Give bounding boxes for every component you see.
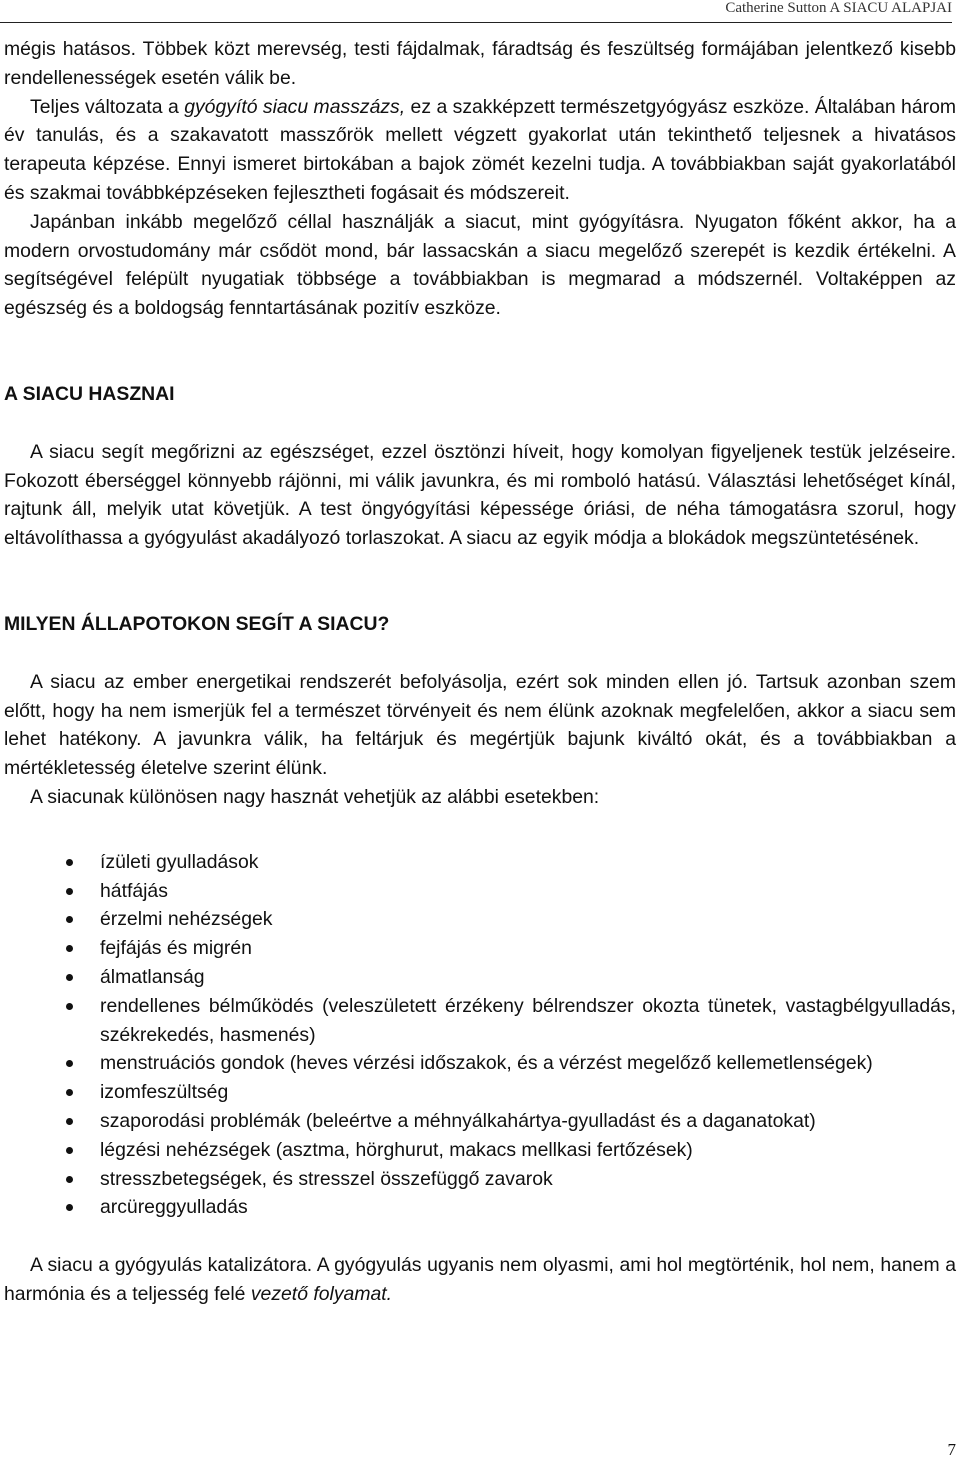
section-heading-conditions: MILYEN ÁLLAPOTOKON SEGÍT A SIACU?: [4, 612, 390, 635]
conditions-list: [4, 848, 956, 1222]
intro-paragraph-1: mégis hatásos. Többek közt merevség, testi fájdalmak, fáradtság és feszültség formájában jelentkező kisebb rendellenességek esetén válik be.: [4, 38, 956, 89]
conditions-paragraph-1: A siacu az ember energetikai rendszerét befolyásolja, ezért sok minden ellen jó. Tartsuk azonban szem előtt, hogy ha nem ismerjük fel a természet törvényeit és nem élünk azoknak megfelelően, akkor a siacu sem lehet hatékony. A javunkra válik, ha feltárjuk és megértjük bajunk kiváltó okát, és a továbbiakban a mértékletesség életelve szerint élünk.: [4, 670, 956, 780]
spacer: [4, 639, 956, 668]
running-header: [0, 0, 952, 23]
spacer: [4, 323, 956, 380]
spacer: [4, 409, 956, 438]
list-item: ízületi gyulladások: [100, 848, 956, 877]
intro-p2-start: Teljes változata a: [30, 95, 185, 118]
list-item: stresszbetegségek, és stresszel összefüggő zavarok: [100, 1165, 956, 1194]
list-item: érzelmi nehézségek: [100, 905, 956, 934]
conditions-paragraph-2: A siacunak különösen nagy hasznát vehetjük az alábbi esetekben:: [30, 785, 600, 808]
page-number: 7: [947, 1440, 956, 1459]
spacer: [4, 812, 956, 848]
page-body: [4, 35, 956, 1309]
closing-text: A siacu a gyógyulás katalizátora. A gyógyulás ugyanis nem olyasmi, ami hol megtörténik, hol nem, hanem a harmónia és a teljesség felé: [4, 1254, 956, 1305]
intro-p2-rest: ez a szakképzett természetgyógyász eszköze. Általában három év tanulás, és a szakavatott masszőrök mellett végzett gyakorlat után tekinthető teljesnek a hivatásos terapeuta képzése. Ennyi ismeret birtokában a bajok zömét kezelni tudja. A továbbiakban saját gyakorlatából és szakmai továbbképzéseken fejlesztheti fogásait és módszereit.: [4, 95, 957, 204]
running-title: Catherine Sutton A SIACU ALAPJAI: [725, 0, 952, 16]
list-item: szaporodási problémák (beleértve a méhnyálkahártya-gyulladást és a daganatokat): [100, 1107, 956, 1136]
list-item: izomfeszültség: [100, 1078, 956, 1107]
intro-p2-emphasis: gyógyító siacu masszázs,: [184, 95, 406, 118]
intro-paragraph-3: Japánban inkább megelőző céllal használják a siacut, mint gyógyításra. Nyugaton főként akkor, ha a modern orvostudomány már csődöt mond, bár lassacskán a siacu megelőző szerepét is kezdik értékelni. A segítségével felépült nyugatiak többsége a továbbiakban is megmarad a módszernél. Voltaképpen az egészség és a boldogság fenntartásának pozitív eszköze.: [4, 210, 956, 320]
list-item: álmatlanság: [100, 963, 956, 992]
list-item: arcüreggyulladás: [100, 1193, 956, 1222]
benefits-paragraph: A siacu segít megőrizni az egészséget, ezzel ösztönzi híveit, hogy komolyan figyeljenek testük jelzéseire. Fokozott éberséggel könnyebb rájönni, mi válik javunkra, és mi romboló hatású. Választási lehetőséget kínál, rajtunk áll, melyik utat követjük. A test öngyógyítási képessége óriási, de néha támogatásra szorul, hogy eltávolíthassa a gyógyulást akadályozó torlaszokat. A siacu az egyik módja a blokádok megszüntetésének.: [4, 440, 956, 550]
spacer: [4, 553, 956, 610]
list-item: légzési nehézségek (asztma, hörghurut, makacs mellkasi fertőzések): [100, 1136, 956, 1165]
list-item: rendellenes bélműködés (veleszületett érzékeny bélrendszer okozta tünetek, vastagbélgyulladás, székrekedés, hasmenés): [100, 992, 956, 1050]
intro-paragraph-2: [4, 93, 956, 208]
list-item: hátfájás: [100, 877, 956, 906]
closing-paragraph: [4, 1251, 956, 1309]
list-item: menstruációs gondok (heves vérzési időszakok, és a vérzést megelőző kellemetlenségek): [100, 1049, 956, 1078]
section-heading-benefits: A SIACU HASZNAI: [4, 382, 175, 405]
list-item: fejfájás és migrén: [100, 934, 956, 963]
spacer: [4, 1222, 956, 1251]
closing-emphasis: vezető folyamat.: [250, 1282, 393, 1305]
